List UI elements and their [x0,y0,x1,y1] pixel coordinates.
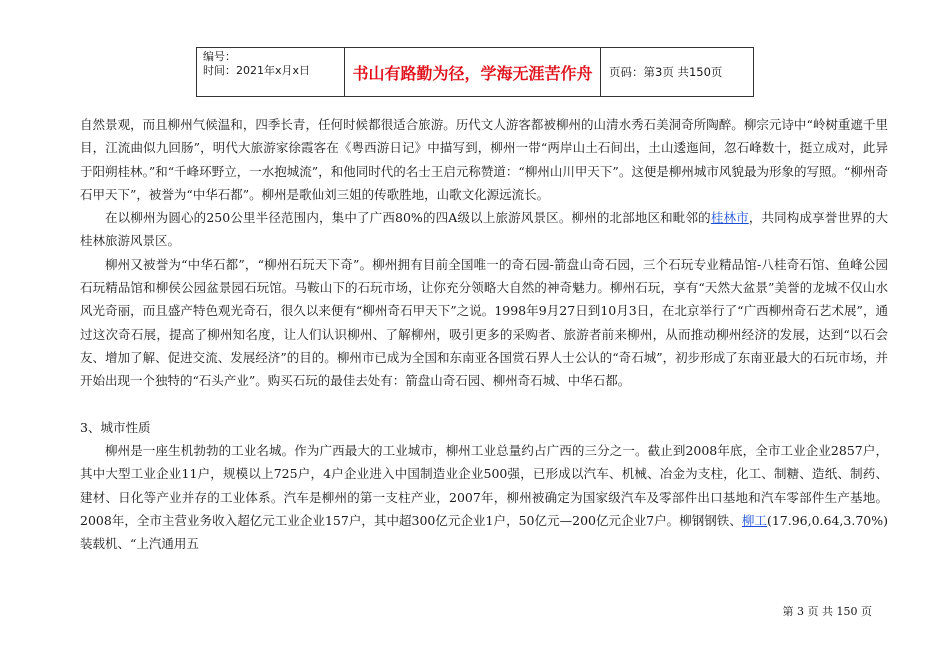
paragraph-text: (17.96,0.64,3.70%)装载机、“上汽通用五 [80,513,888,552]
paragraph-text: 在以柳州为圆心的250公里半径范围内，集中了广西80%的四A级以上旅游风景区。柳州的北部地区和毗邻的 [105,210,711,226]
header-meta-cell [197,48,345,96]
liugong-link[interactable]: 柳工 [741,513,767,529]
page-footer: 第 3 页 共 150 页 [782,605,872,618]
time-label: 时间：2021年x月x日 [203,64,311,77]
paragraph: 柳州又被誉为“中华石都”，“柳州石玩天下奇”。柳州拥有目前全国唯一的奇石园-箭盘山奇石园，三个石玩专业精品馆-八桂奇石馆、鱼峰公园石玩精品馆和柳侯公园盆景园石玩馆。马鞍山下的石玩市场，让你充分领略大自然的神奇魅力。柳州石玩，享有“天然大盆景”美誉的龙城不仅山水风光奇丽，而且盛产特色观光奇石，很久以来便有“柳州奇石甲天下”之说。1998年9月27日到10月3日，在北京举行了“广西柳州奇石艺术展”，通过这次奇石展，提高了柳州知名度，让人们认识柳州、了解柳州，吸引更多的采购者、旅游者前来柳州，从而推动柳州经济的发展，达到“以石会友、增加了解、促进交流、发展经济”的目的。柳州市已成为全国和东南亚各国赏石界人士公认的“奇石城”，初步形成了东南亚最大的石玩市场，并开始出现一个独特的“石头产业”。购买石玩的最佳去处有：箭盘山奇石园、柳州奇石城、中华石都。 [80,256,888,389]
section-heading: 3、城市性质 [80,419,151,435]
page-indicator: 页码：第3页 共150页 [609,65,723,79]
paragraph: 自然景观，而且柳州气候温和，四季长青，任何时候都很适合旅游。历代文人游客都被柳州的山清水秀石美洞奇所陶醉。柳宗元诗中“岭树重遮千里目，江流曲似九回肠”，明代大旅游家徐霞客在《粤西游日记》中描写到，柳州一带“两岸山土石间出，土山逶迤间，忽石峰数十，挺立成对，此异于阳朔桂林。”和“千峰环野立，一水抱城流”，和他同时代的名士王启元称赞道：“柳州山川甲天下”。这便是柳州城市风貌最为形象的写照。“柳州奇石甲天下”，被誉为“中华石都”。柳州是歌仙刘三姐的传歌胜地，山歌文化源远流长。 [80,117,888,202]
paragraph [80,439,888,555]
paragraph-text: 柳州是一座生机勃勃的工业名城。作为广西最大的工业城市，柳州工业总量约占广西的三分之一。截止到2008年底，全市工业企业2857户，其中大型工业企业11户，规模以上725户，4户企业进入中国制造业企业500强，已形成以汽车、机械、冶金为支柱，化工、制糖、造纸、制药、建材、日化等产业并存的工业体系。汽车是柳州的第一支柱产业，2007年，柳州被确定为国家级汽车及零部件出口基地和汽车零部件生产基地。2008年，全市主营业务收入超亿元工业企业157户，其中超300亿元企业1户，50亿元—200亿元企业7户。柳钢钢铁、 [80,443,888,529]
spacer [80,393,888,416]
paragraph-text: ，共同构成享誉世界的大桂林旅游风景区。 [80,210,888,249]
guilin-link[interactable]: 桂林市 [710,210,749,226]
number-label: 编号： [203,50,236,63]
page-header [196,47,754,97]
document-body [80,113,888,556]
motto: 书山有路勤为径，学海无涯苦作舟 [345,48,601,96]
paragraph [80,206,888,253]
